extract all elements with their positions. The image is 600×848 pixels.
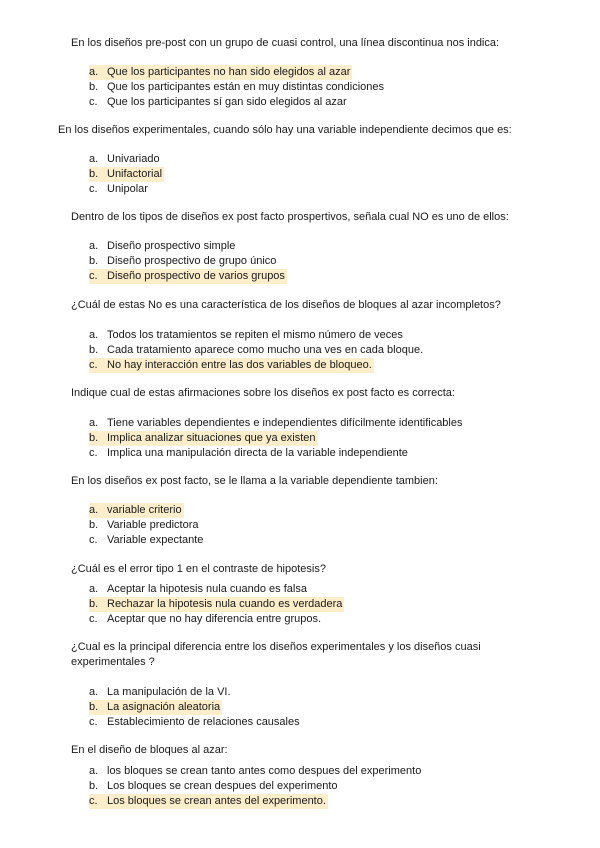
option-text: Aceptar la hipotesis nula cuando es falsa	[107, 583, 307, 595]
option-text: Implica una manipulación directa de la variable independiente	[107, 447, 408, 459]
option-letter: a.	[89, 240, 99, 252]
option-letter: c.	[89, 613, 98, 625]
question-6: En los diseños ex post facto, se le llama a la variable dependiente tambien:	[71, 475, 438, 487]
option-text: Tiene variables dependientes e independientes difícilmente identificables	[107, 417, 463, 429]
options-6	[89, 503, 559, 548]
option-letter: c.	[89, 447, 98, 459]
option-letter: a.	[89, 686, 99, 698]
option-3b[interactable]	[89, 254, 559, 269]
question-7: ¿Cuál es el error tipo 1 en el contraste de hipotesis?	[71, 563, 326, 575]
question-3: Dentro de los tipos de diseños ex post facto prospertivos, señala cual NO es uno de ellos:	[71, 211, 509, 223]
question-9: En el diseño de bloques al azar:	[71, 744, 228, 756]
options-5	[89, 416, 559, 461]
option-1a[interactable]	[89, 65, 559, 80]
option-6a[interactable]	[89, 503, 559, 518]
option-7c[interactable]	[89, 612, 559, 627]
option-9c[interactable]	[89, 794, 559, 809]
question-2: En los diseños experimentales, cuando sólo hay una variable independiente decimos que es:	[58, 124, 512, 136]
option-4b[interactable]	[89, 343, 559, 358]
option-7a[interactable]	[89, 582, 559, 597]
option-text: Unifactorial	[107, 168, 163, 180]
option-7b[interactable]	[89, 597, 559, 612]
option-letter: c.	[89, 716, 98, 728]
option-text: Diseño prospectivo de varios grupos	[107, 270, 285, 282]
options-9	[89, 764, 559, 809]
option-text: Unipolar	[107, 183, 148, 195]
option-text: Que los participantes no han sido elegidos al azar	[107, 66, 351, 78]
option-2b[interactable]	[89, 167, 559, 182]
option-letter: a.	[89, 66, 99, 78]
option-letter: b.	[89, 255, 99, 267]
option-6c[interactable]	[89, 533, 559, 548]
option-5a[interactable]	[89, 416, 559, 431]
option-2c[interactable]	[89, 182, 559, 197]
options-7	[89, 582, 559, 627]
question-1: En los diseños pre-post con un grupo de cuasi control, una línea discontinua nos indica:	[71, 37, 500, 49]
option-8c[interactable]	[89, 715, 559, 730]
option-letter: c.	[89, 183, 98, 195]
option-3c[interactable]	[89, 269, 559, 284]
option-1b[interactable]	[89, 80, 559, 95]
option-3a[interactable]	[89, 239, 559, 254]
option-5c[interactable]	[89, 446, 559, 461]
option-5b[interactable]	[89, 431, 559, 446]
option-letter: b.	[89, 780, 99, 792]
option-text: Variable expectante	[107, 534, 204, 546]
options-4	[89, 328, 559, 373]
option-text: Variable predictora	[107, 519, 199, 531]
option-text: Todos los tratamientos se repiten el mismo número de veces	[107, 329, 403, 341]
option-text: Diseño prospectivo simple	[107, 240, 236, 252]
option-text: Aceptar que no hay diferencia entre grupos.	[107, 613, 322, 625]
question-4: ¿Cuál de estas No es una característica de los diseños de bloques al azar incompletos?	[71, 299, 501, 311]
option-text: Diseño prospectivo de grupo único	[107, 255, 277, 267]
option-letter: a.	[89, 417, 99, 429]
option-letter: c.	[89, 795, 98, 807]
option-text: Implica analizar situaciones que ya existen	[107, 432, 316, 444]
option-letter: a.	[89, 329, 99, 341]
question-8: ¿Cual es la principal diferencia entre los diseños experimentales y los diseños cuasi experimentales ?	[71, 641, 481, 668]
option-letter: a.	[89, 583, 99, 595]
option-letter: b.	[89, 432, 99, 444]
option-letter: b.	[89, 598, 99, 610]
option-letter: b.	[89, 344, 99, 356]
option-text: La asignación aleatoria	[107, 701, 221, 713]
option-text: Que los participantes están en muy distintas condiciones	[107, 81, 384, 93]
option-9b[interactable]	[89, 779, 559, 794]
option-letter: a.	[89, 504, 99, 516]
option-text: Los bloques se crean despues del experimento	[107, 780, 338, 792]
option-letter: c.	[89, 270, 98, 282]
option-letter: b.	[89, 701, 99, 713]
option-text: Establecimiento de relaciones causales	[107, 716, 300, 728]
option-9a[interactable]	[89, 764, 559, 779]
option-letter: a.	[89, 153, 99, 165]
option-4a[interactable]	[89, 328, 559, 343]
option-letter: b.	[89, 168, 99, 180]
option-letter: c.	[89, 534, 98, 546]
option-text: Los bloques se crean antes del experimento.	[107, 795, 326, 807]
options-2	[89, 152, 559, 197]
option-1c[interactable]	[89, 95, 559, 110]
option-text: Cada tratamiento aparece como mucho una ves en cada bloque.	[107, 344, 424, 356]
option-letter: b.	[89, 519, 99, 531]
option-letter: b.	[89, 81, 99, 93]
options-8	[89, 685, 559, 730]
option-text: los bloques se crean tanto antes como despues del experimento	[107, 765, 422, 777]
option-4c[interactable]	[89, 358, 559, 373]
option-text: Que los participantes sí gan sido elegidos al azar	[107, 96, 347, 108]
option-text: variable criterio	[107, 504, 182, 516]
options-1	[89, 65, 559, 110]
option-2a[interactable]	[89, 152, 559, 167]
option-8b[interactable]	[89, 700, 559, 715]
options-3	[89, 239, 559, 284]
option-letter: a.	[89, 765, 99, 777]
option-text: La manipulación de la VI.	[107, 686, 231, 698]
option-text: Univariado	[107, 153, 160, 165]
option-text: Rechazar la hipotesis nula cuando es verdadera	[107, 598, 343, 610]
option-8a[interactable]	[89, 685, 559, 700]
option-text: No hay interacción entre las dos variables de bloqueo.	[107, 359, 372, 371]
option-letter: c.	[89, 96, 98, 108]
option-6b[interactable]	[89, 518, 559, 533]
question-5: Indique cual de estas afirmaciones sobre los diseños ex post facto es correcta:	[71, 387, 455, 399]
option-letter: c.	[89, 359, 98, 371]
